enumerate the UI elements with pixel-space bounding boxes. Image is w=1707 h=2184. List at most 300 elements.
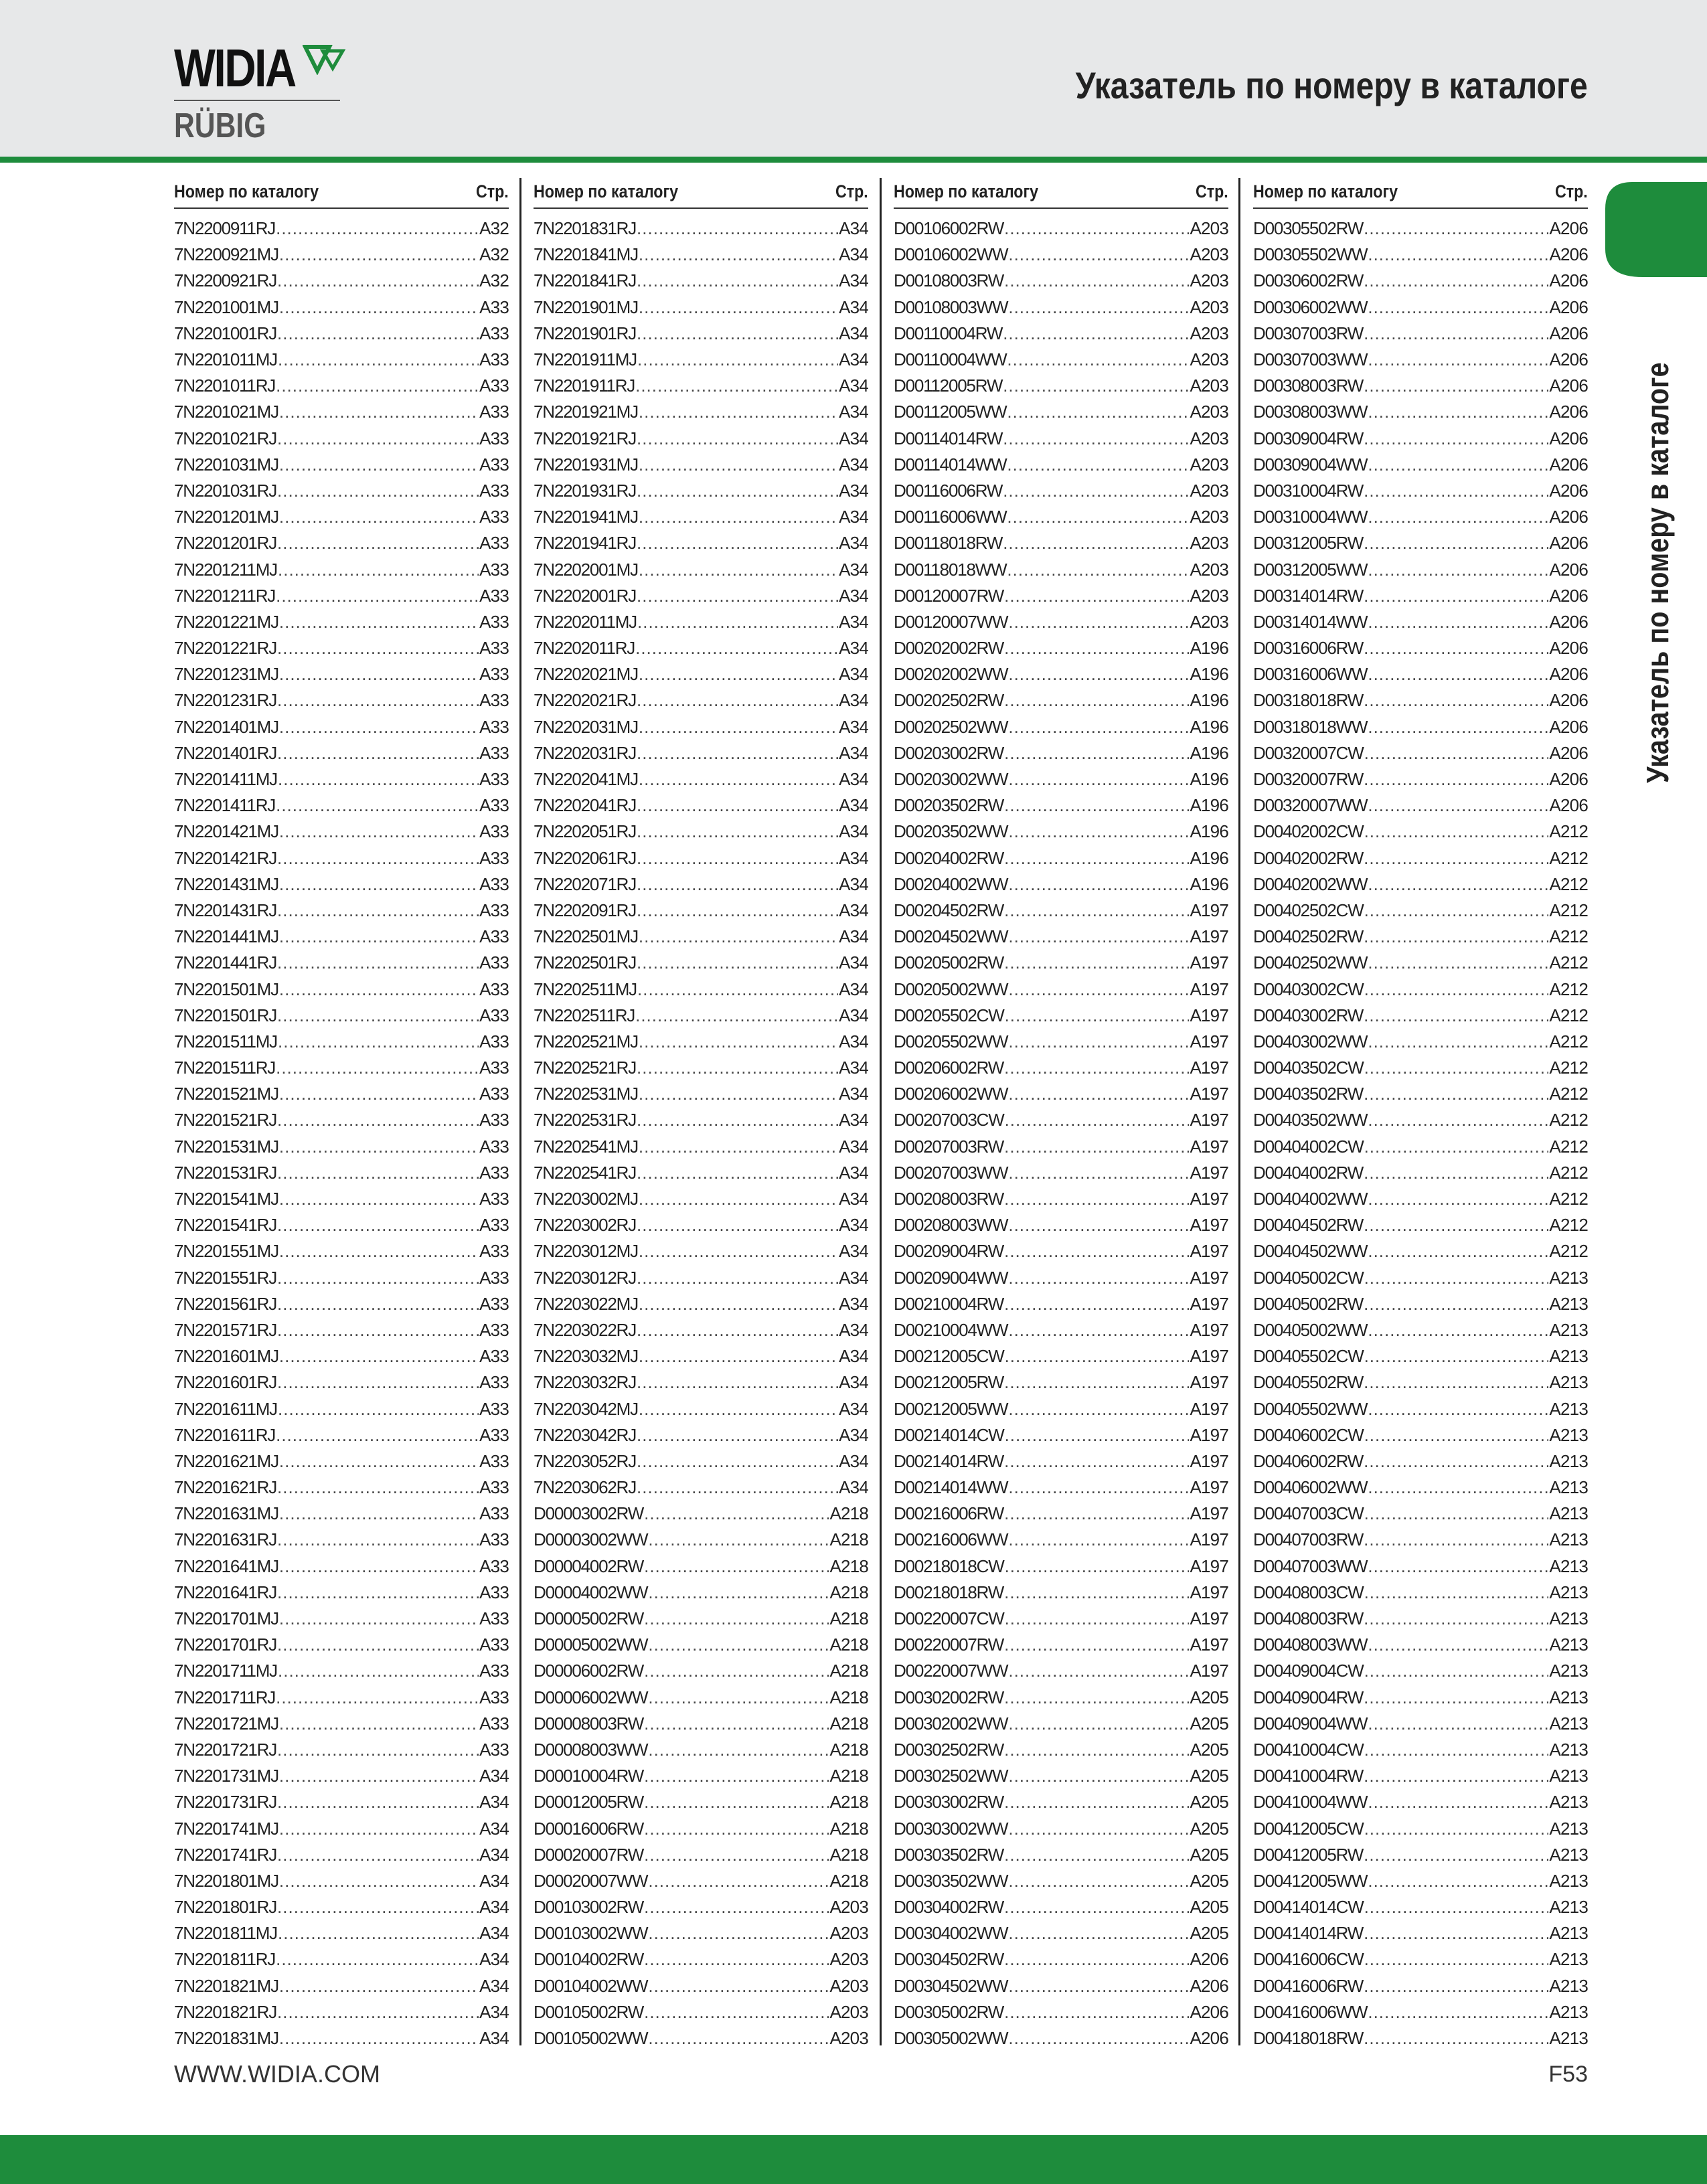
page-reference: A197 [1190,1372,1228,1393]
dot-leader [1008,1317,1189,1343]
catalog-number: D00212005CW [894,1346,1004,1367]
page-reference: A212 [1549,926,1588,947]
page-reference: A212 [1549,1136,1588,1157]
index-row [894,295,1228,321]
page-reference: A213 [1549,1424,1588,1445]
dot-leader [1364,687,1548,713]
dot-leader [278,557,479,583]
dot-leader [644,1946,829,1972]
dot-leader [644,1553,829,1580]
dot-leader [1008,1868,1189,1894]
dot-leader [279,1606,479,1632]
catalog-number: 7N2201521RJ [174,1110,277,1130]
page-reference: A213 [1549,2001,1588,2022]
catalog-number: D00207003CW [894,1110,1004,1130]
page-reference: A206 [1190,2028,1228,2049]
index-row [534,242,868,268]
catalog-number: D00402002RW [1253,847,1364,868]
catalog-number: D00305502RW [1253,218,1364,239]
dot-leader [1005,1003,1190,1029]
catalog-number: 7N2201921MJ [534,402,638,422]
catalog-number: D00416006CW [1253,1949,1364,1970]
page-reference: A34 [839,769,868,790]
catalog-number: D00114014WW [894,454,1007,475]
index-row [534,1553,868,1580]
dot-leader [277,635,479,661]
page-reference: A34 [479,2001,509,2022]
page-reference: A206 [1549,690,1588,711]
dot-leader [1364,1160,1548,1186]
index-row [894,1763,1228,1789]
catalog-number: 7N2202531MJ [534,1084,638,1104]
index-row [534,1894,868,1920]
catalog-number: 7N2201421MJ [174,821,278,842]
catalog-number: D00316006WW [1253,664,1368,685]
page-title: Указатель по номеру в каталоге [1075,64,1588,106]
catalog-number: D00207003RW [894,1136,1004,1157]
page-reference: A206 [1549,375,1588,396]
page-reference: A213 [1549,1267,1588,1288]
index-row [174,1815,509,1841]
page-reference: A218 [829,1529,868,1550]
dot-leader [1008,1081,1189,1107]
dot-leader [279,504,479,530]
page-reference: A33 [479,454,509,475]
dot-leader [1364,583,1548,609]
index-row [1253,1553,1588,1580]
index-row [1253,1658,1588,1684]
dot-leader [1003,478,1189,504]
index-row [1253,1632,1588,1658]
index-row [894,950,1228,976]
index-row [1253,1606,1588,1632]
index-row [894,740,1228,766]
index-row [174,1422,509,1448]
dot-leader [1364,1606,1548,1632]
catalog-number: D00403502WW [1253,1110,1368,1130]
catalog-number: 7N2201801MJ [174,1870,278,1891]
dot-leader [1008,1475,1189,1501]
page-reference: A34 [479,1792,509,1813]
dot-leader [1364,1816,1549,1842]
catalog-number: D00210004RW [894,1293,1004,1314]
index-row [174,1606,509,1632]
dot-leader [279,1238,479,1264]
catalog-number: 7N2201621MJ [174,1450,278,1471]
dot-leader [1008,1973,1189,1999]
dot-leader [637,1160,838,1186]
index-row [1253,766,1588,792]
page-reference: A34 [479,1870,509,1891]
catalog-number: D00120007RW [894,585,1004,606]
page-reference: A213 [1549,1346,1588,1367]
page-reference: A33 [479,795,509,816]
page-reference: A218 [829,1792,868,1813]
catalog-number: D00209004RW [894,1241,1004,1262]
catalog-number: 7N2201611MJ [174,1398,277,1419]
catalog-number: D00214014CW [894,1424,1004,1445]
dot-leader [1364,898,1549,924]
page-reference: A213 [1549,1792,1588,1813]
catalog-number: 7N2201841MJ [534,244,638,265]
page-reference: A34 [839,349,868,370]
dot-leader [637,1369,838,1396]
page-reference: A34 [839,402,868,422]
index-row [894,1920,1228,1946]
page-reference: A203 [1190,428,1228,448]
index-row [534,1160,868,1186]
page-reference: A34 [839,428,868,448]
catalog-number: D00314014RW [1253,585,1364,606]
dot-leader [279,661,479,687]
page-reference: A34 [839,1189,868,1209]
catalog-number: D00409004WW [1253,1713,1368,1734]
catalog-number: D00203502RW [894,795,1004,816]
index-row [1253,792,1588,819]
catalog-number: 7N2201741RJ [174,1844,277,1865]
dot-leader [1004,792,1189,819]
catalog-number: 7N2201721MJ [174,1713,278,1734]
dot-leader [639,452,838,478]
dot-leader [1368,1553,1548,1580]
dot-leader [277,268,479,294]
catalog-number: 7N2201631RJ [174,1529,277,1550]
index-row [534,1711,868,1737]
index-row [174,898,509,924]
index-row [894,635,1228,661]
dot-leader [648,1527,829,1553]
page-reference: A34 [839,533,868,554]
catalog-number: 7N2203032MJ [534,1346,638,1367]
dot-leader [639,661,838,687]
dot-leader [279,1973,479,1999]
dot-leader [1004,740,1189,766]
dot-leader [644,1816,829,1842]
catalog-number: 7N2201601RJ [174,1372,277,1393]
page-reference: A212 [1549,1084,1588,1104]
catalog-number: 7N2201001MJ [174,297,278,317]
index-row [1253,661,1588,687]
page-reference: A196 [1190,638,1228,659]
dot-leader [1368,1317,1548,1343]
catalog-number: D00303002RW [894,1792,1004,1813]
page-reference: A33 [479,1084,509,1104]
page-reference: A213 [1549,2028,1588,2049]
page-reference: A218 [829,1661,868,1681]
page-reference: A196 [1190,769,1228,790]
index-row [894,1160,1228,1186]
page-reference: A33 [479,979,509,999]
catalog-number: 7N2202501MJ [534,926,638,947]
index-row [534,1396,868,1422]
index-row [174,1632,509,1658]
dot-leader [1008,2025,1189,2051]
catalog-number: D00020007WW [534,1870,648,1891]
dot-leader [1364,1580,1549,1606]
catalog-number: D00302502WW [894,1766,1008,1786]
index-row [1253,1763,1588,1789]
index-row [174,1527,509,1553]
dot-leader [1008,714,1189,740]
page-reference: A197 [1190,1136,1228,1157]
catalog-number: D00312005RW [1253,533,1364,554]
page-reference: A218 [829,1870,868,1891]
dot-leader [1364,1448,1548,1475]
catalog-number: D00214014WW [894,1477,1008,1498]
catalog-number: 7N2201221RJ [174,638,277,659]
dot-leader [1003,426,1189,452]
index-row [534,1999,868,2025]
dot-leader [1368,242,1548,268]
index-row [1253,583,1588,609]
page-reference: A33 [479,1058,509,1078]
catalog-number: 7N2201811RJ [174,1949,276,1970]
catalog-number: 7N2202521MJ [534,1031,638,1052]
catalog-number: D00304002RW [894,1897,1004,1918]
dot-leader [1364,1842,1548,1868]
dot-leader [279,1868,479,1894]
catalog-number: 7N2201531RJ [174,1162,277,1183]
page-reference: A197 [1190,979,1228,999]
dot-leader [277,1107,479,1133]
index-row [894,1527,1228,1553]
catalog-number: 7N2201501MJ [174,979,278,999]
dot-leader [277,1894,479,1920]
catalog-number: 7N2201511MJ [174,1031,277,1052]
page-reference: A33 [479,1582,509,1602]
page-reference: A33 [479,1713,509,1734]
index-row [1253,740,1588,766]
logo-triangles-icon [303,44,347,75]
catalog-number: D00020007RW [534,1844,644,1865]
catalog-number: 7N2201421RJ [174,847,277,868]
catalog-number: D00202502WW [894,716,1008,737]
page-reference: A34 [839,979,868,999]
index-row [174,1160,509,1186]
dot-leader [637,478,838,504]
page-reference: A203 [1190,611,1228,632]
index-row [1253,635,1588,661]
catalog-number: D00403002RW [1253,1005,1364,1025]
dot-leader [639,242,838,268]
section-tab-icon [1605,182,1707,277]
page-reference: A205 [1190,1923,1228,1944]
dot-leader [644,1789,829,1815]
catalog-number: D00205502CW [894,1005,1004,1025]
dot-leader [277,950,479,976]
page-reference: A206 [1549,585,1588,606]
catalog-number: 7N2203022MJ [534,1293,638,1314]
page-reference: A206 [1549,664,1588,685]
catalog-number: D00212005WW [894,1398,1008,1419]
index-row [174,1317,509,1343]
catalog-number: D00309004WW [1253,454,1368,475]
index-row [174,242,509,268]
catalog-number: 7N2201551RJ [174,1267,277,1288]
catalog-number: 7N2201921RJ [534,428,637,448]
index-row [174,1580,509,1606]
index-row [174,399,509,425]
index-row [894,426,1228,452]
dot-leader [1008,1396,1189,1422]
page-reference: A213 [1549,1713,1588,1734]
page-reference: A34 [839,742,868,763]
catalog-number: 7N2201641MJ [174,1556,278,1576]
index-row [894,2025,1228,2051]
dot-leader [637,609,838,635]
catalog-number: 7N2201201MJ [174,507,278,527]
index-row [174,1842,509,1868]
footer-url[interactable]: WWW.WIDIA.COM [174,2060,380,2088]
dot-leader [277,845,479,871]
dot-leader [277,478,479,504]
dot-leader [1364,766,1548,792]
catalog-number: D00307003RW [1253,323,1364,343]
index-row [534,1448,868,1475]
page-reference: A206 [1190,2001,1228,2022]
index-row [534,583,868,609]
dot-leader [1008,242,1189,268]
index-row [894,1029,1228,1055]
dot-leader [1368,504,1548,530]
page-reference: A206 [1549,480,1588,501]
catalog-number: 7N2201631MJ [174,1503,278,1524]
index-row [1253,819,1588,845]
page-reference: A212 [1549,1189,1588,1209]
catalog-number: 7N2203002MJ [534,1189,638,1209]
catalog-number: D00210004WW [894,1319,1008,1340]
index-row [1253,845,1588,871]
dot-leader [1008,1658,1189,1684]
dot-leader [279,452,479,478]
page-reference: A33 [479,742,509,763]
page-reference: A34 [839,1477,868,1498]
dot-leader [276,583,479,609]
dot-leader [1004,1291,1189,1317]
catalog-number: 7N2201211MJ [174,559,277,580]
catalog-number: 7N2201231MJ [174,664,278,685]
index-row [534,687,868,713]
catalog-number: D00118018RW [894,533,1003,554]
page-reference: A203 [1190,585,1228,606]
catalog-number: D00403002WW [1253,1031,1368,1052]
column-separator [519,178,521,2045]
catalog-number: 7N2201701RJ [174,1634,277,1655]
index-row [534,1763,868,1789]
page-reference: A203 [1190,270,1228,291]
page-reference: A213 [1549,1319,1588,1340]
catalog-number: 7N2201411RJ [174,795,276,816]
dot-leader [639,714,838,740]
catalog-number: D00204002RW [894,847,1004,868]
dot-leader [1364,1265,1549,1291]
index-row [174,1003,509,1029]
page-header [0,0,1707,157]
catalog-number: 7N2201911MJ [534,349,637,370]
page-reference: A33 [479,1346,509,1367]
index-row [534,1632,868,1658]
dot-leader [277,1212,479,1238]
index-row [894,452,1228,478]
dot-leader [1364,2025,1548,2051]
index-row [1253,1842,1588,1868]
catalog-number: D00404502RW [1253,1215,1364,1236]
dot-leader [1364,373,1548,399]
catalog-number: 7N2201551MJ [174,1241,278,1262]
dot-leader [648,1868,829,1894]
catalog-number: 7N2201911RJ [534,375,635,396]
catalog-number: D00214014RW [894,1450,1004,1471]
index-row [894,1475,1228,1501]
catalog-number: 7N2201211RJ [174,585,276,606]
dot-leader [1005,1553,1190,1580]
dot-leader [279,1343,479,1369]
page-reference: A206 [1549,742,1588,763]
catalog-number: D00205002WW [894,979,1008,999]
dot-leader [644,1711,829,1737]
dot-leader [637,583,838,609]
page-reference: A34 [839,585,868,606]
index-row [1253,1527,1588,1553]
dot-leader [1364,1501,1549,1527]
dot-leader [648,1580,829,1606]
catalog-number: 7N2203022RJ [534,1319,637,1340]
page-reference: A34 [479,1975,509,1996]
index-row [1253,530,1588,556]
index-row [174,1448,509,1475]
index-row [894,924,1228,950]
index-row [1253,1580,1588,1606]
page-reference: A33 [479,1162,509,1183]
page-reference: A197 [1190,1241,1228,1262]
dot-leader [279,1711,479,1737]
dot-leader [279,1553,479,1580]
page-reference: A206 [1549,428,1588,448]
column-header-code: Номер по каталогу [534,181,679,201]
page-reference: A34 [839,1215,868,1236]
dot-leader [279,1816,479,1842]
column-header-code: Номер по каталогу [1253,181,1398,201]
page-reference: A33 [479,1529,509,1550]
catalog-number: D00410004CW [1253,1739,1364,1760]
page-reference: A33 [479,585,509,606]
catalog-number: 7N2201431MJ [174,873,278,894]
catalog-number: D00302002WW [894,1713,1008,1734]
dot-leader [279,242,479,268]
page-reference: A203 [829,2028,868,2049]
index-row [894,1894,1228,1920]
page-reference: A34 [839,1162,868,1183]
page-reference: A33 [479,1189,509,1209]
column-header-page: Стр. [835,181,868,201]
dot-leader [639,1029,838,1055]
catalog-number: D00403002CW [1253,979,1364,999]
page-reference: A33 [479,1450,509,1471]
page-reference: A197 [1190,1608,1228,1629]
page-reference: A197 [1190,1031,1228,1052]
page-reference: A213 [1549,1503,1588,1524]
index-row [894,1999,1228,2025]
dot-leader [1004,845,1189,871]
index-row [534,347,868,373]
catalog-number: D00106002WW [894,244,1008,265]
catalog-number: D00003002RW [534,1503,644,1524]
dot-leader [1004,268,1189,294]
catalog-number: 7N2201821RJ [174,2001,277,2022]
index-row [1253,426,1588,452]
page-reference: A34 [839,795,868,816]
catalog-number: D00205002RW [894,952,1004,973]
